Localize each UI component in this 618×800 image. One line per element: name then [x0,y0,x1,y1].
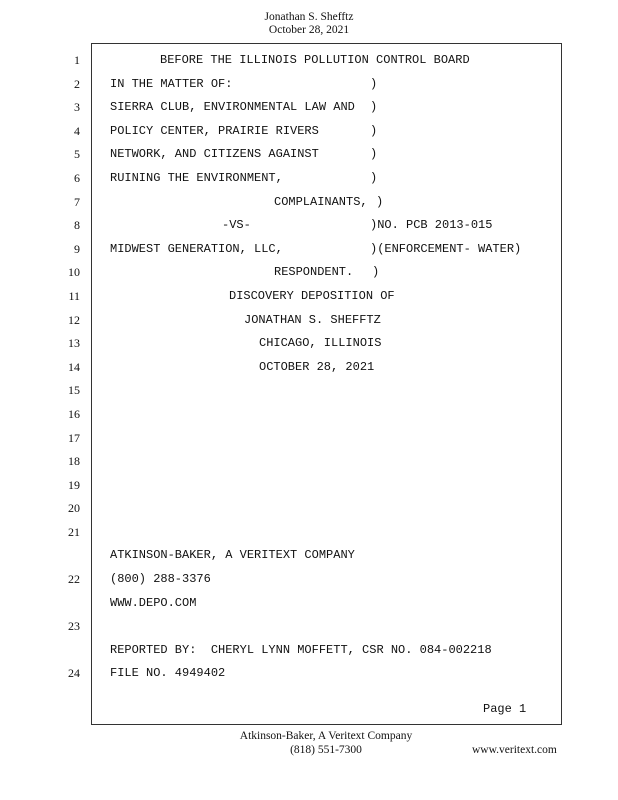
file-number: FILE NO. 4949402 [110,666,226,680]
line-number: 5 [74,147,80,161]
line-number: 9 [74,242,80,256]
caption-respondent-name: MIDWEST GENERATION, LLC, [110,242,283,256]
line-number: 18 [68,454,80,468]
line-number: 22 [68,572,80,586]
line-number: 14 [68,360,80,374]
caption-board-title: BEFORE THE ILLINOIS POLLUTION CONTROL BOARD [160,53,470,67]
line-number: 2 [74,77,80,91]
case-number: )NO. PCB 2013-015 [370,218,493,232]
caption-paren: ) [370,147,378,161]
transcript-page-frame [91,43,562,725]
header-deponent-name: Jonathan S. Shefftz [264,11,354,23]
deposition-location: CHICAGO, ILLINOIS [259,336,382,350]
caption-paren: ) [370,171,378,185]
deposition-title: DISCOVERY DEPOSITION OF [229,289,395,303]
reporting-phone: (800) 288-3376 [110,572,211,586]
line-number: 21 [68,525,80,539]
line-number: 24 [68,666,80,680]
case-type: )(ENFORCEMENT- WATER) [370,242,522,256]
line-number: 12 [68,313,80,327]
caption-paren: ) [370,124,378,138]
line-number: 20 [68,501,80,515]
caption-left-text: RUINING THE ENVIRONMENT, [110,171,283,185]
header-date: October 28, 2021 [268,24,350,36]
deponent-name: JONATHAN S. SHEFFTZ [244,313,381,327]
deposition-date: OCTOBER 28, 2021 [259,360,375,374]
caption-left-text: SIERRA CLUB, ENVIRONMENTAL LAW AND [110,100,355,114]
footer-company: Atkinson-Baker, A Veritext Company [239,730,413,742]
line-number: 7 [74,195,80,209]
line-number: 6 [74,171,80,185]
caption-paren: ) [370,77,378,91]
caption-paren: ) [372,265,380,279]
line-number: 8 [74,218,80,232]
footer-website: www.veritext.com [472,744,557,756]
reporting-website: WWW.DEPO.COM [110,596,197,610]
page-number: Page 1 [483,702,527,716]
line-number: 13 [68,336,80,350]
caption-left-text: POLICY CENTER, PRAIRIE RIVERS [110,124,319,138]
line-number: 3 [74,100,80,114]
footer-phone: (818) 551-7300 [290,744,362,756]
caption-left-text: IN THE MATTER OF: [110,77,233,91]
line-number: 16 [68,407,80,421]
caption-paren: ) [376,195,384,209]
line-number: 17 [68,431,80,445]
caption-paren: ) [370,100,378,114]
line-number: 1 [74,53,80,67]
line-number: 11 [68,289,80,303]
line-number: 10 [68,265,80,279]
reporter-line: REPORTED BY: CHERYL LYNN MOFFETT, CSR NO. 084-002218 [110,643,492,657]
line-number: 15 [68,383,80,397]
caption-complainants: COMPLAINANTS, [274,195,368,209]
caption-left-text: NETWORK, AND CITIZENS AGAINST [110,147,319,161]
line-number: 19 [68,478,80,492]
line-number: 23 [68,619,80,633]
caption-versus: -VS- [222,218,251,232]
caption-respondent: RESPONDENT. [274,265,354,279]
line-number: 4 [74,124,80,138]
reporting-company: ATKINSON-BAKER, A VERITEXT COMPANY [110,548,355,562]
